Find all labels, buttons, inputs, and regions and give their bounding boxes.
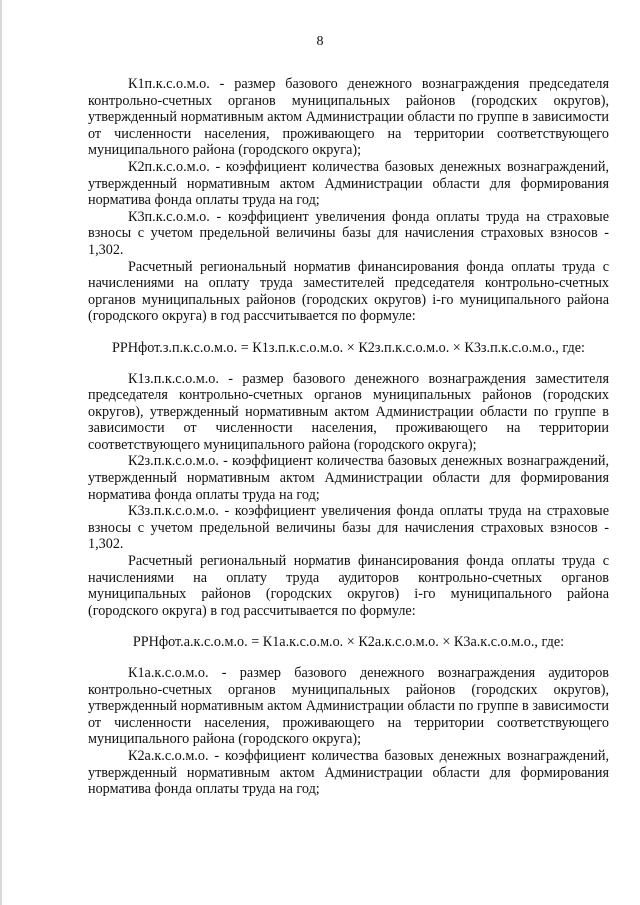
document-body [88, 76, 609, 798]
formula-deputy-chairman: РРНфот.з.п.к.с.о.м.о. = К1з.п.к.с.о.м.о. × К2з.п.к.с.о.м.о. × К3з.п.к.с.о.м.о., где: [112, 339, 585, 356]
definition-k3-chairman: К3п.к.с.о.м.о. - коэффициент увеличения фонда оплаты труда на страховые взносы с учетом предельной величины базы для начисления страховых взносов - 1,302. [88, 208, 609, 258]
definition-k1-auditor: К1а.к.с.о.м.о. - размер базового денежного вознаграждения аудиторов контрольно-счетных органов муниципальных районов (городских округов), утвержденный нормативным актом Администрации области по группе в зависимости от численности населения, проживающего на территории соответствующего муниципального района (городского округа); [88, 665, 609, 748]
auditor-norm-intro: Расчетный региональный норматив финансирования фонда оплаты труда с начислениями на оплату труда аудиторов контрольно-счетных органов муниципальных районов (городских округов) i-го муниципального района (городского округа) в год рассчитывается по формуле: [88, 553, 609, 619]
definition-k1-deputy: К1з.п.к.с.о.м.о. - размер базового денежного вознаграждения заместителя председателя контрольно-счетных органов муниципальных районов (городских округов), утвержденный нормативным актом Администрации области по группе в зависимости от численности населения, проживающего на территории соответствующего муниципального района (городского округа); [88, 370, 609, 453]
definition-k2-chairman: К2п.к.с.о.м.о. - коэффициент количества базовых денежных вознаграждений, утвержденный нормативным актом Администрации области для формирования норматива фонда оплаты труда на год; [88, 158, 609, 209]
definition-k1-chairman: К1п.к.с.о.м.о. - размер базового денежного вознаграждения председателя контрольно-счетных органов муниципальных районов (городских округов), утвержденный нормативным актом Администрации области по группе в зависимости от численности населения, проживающего на территории соответствующего муниципального района (городского округа); [88, 76, 609, 159]
page-number: 8 [316, 34, 324, 49]
deputy-norm-intro: Расчетный региональный норматив финансирования фонда оплаты труда с начислениями на оплату труда заместителей председателя контрольно-счетных органов муниципальных районов (городских округов) i-го муниципального района (городского округа) в год рассчитывается по формуле: [88, 258, 609, 325]
page-edge [0, 0, 2, 905]
definition-k2-deputy: К2з.п.к.с.о.м.о. - коэффициент количества базовых денежных вознаграждений, утвержденный нормативным актом Администрации области для формирования норматива фонда оплаты труда на год; [88, 453, 609, 503]
definition-k2-auditor: К2а.к.с.о.м.о. - коэффициент количества базовых денежных вознаграждений, утвержденный нормативным актом Администрации области для формирования норматива фонда оплаты труда на год; [88, 747, 609, 798]
definition-k3-deputy: К3з.п.к.с.о.м.о. - коэффициент увеличения фонда оплаты труда на страховые взносы с учетом предельной величины базы для начисления страховых взносов - 1,302. [88, 503, 609, 553]
formula-auditor: РРНфот.а.к.с.о.м.о. = К1а.к.с.о.м.о. × К2а.к.с.о.м.о. × К3а.к.с.о.м.о., где: [132, 634, 565, 651]
